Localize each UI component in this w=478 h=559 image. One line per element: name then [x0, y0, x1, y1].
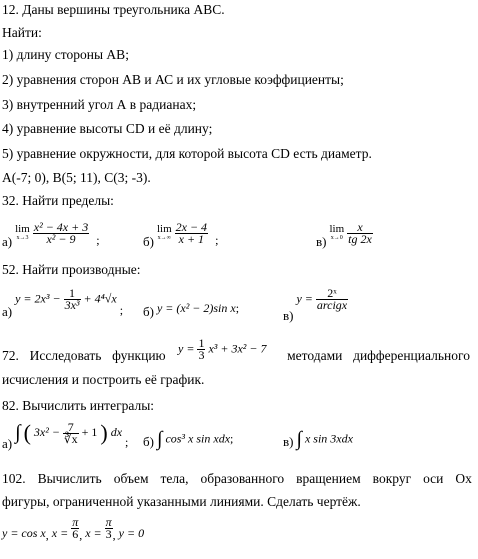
- deriv-c-lhs: y =: [296, 291, 313, 306]
- item-3: 3) внутренний угол А в радианах;: [2, 97, 197, 112]
- integral-a: [2, 419, 129, 451]
- frac-num: π: [72, 515, 79, 529]
- integral-sign: ∫: [156, 428, 163, 450]
- frac-num: x: [347, 222, 373, 234]
- task-102-line-2: фигуры, ограниченной указанными линиями. Сделать чертёж.: [2, 494, 361, 509]
- x2-fraction: [105, 517, 113, 540]
- word: функцию: [112, 348, 166, 363]
- limit-a-fraction: [33, 222, 89, 245]
- task-52-title: 52. Найти производные:: [2, 262, 141, 277]
- line-y0: y = 0: [118, 526, 145, 541]
- integral-a-tail: + 1: [81, 424, 98, 439]
- limit-c-label: в): [316, 234, 327, 250]
- func-lhs: y =: [178, 341, 195, 356]
- limit-c-lim: [329, 222, 345, 243]
- deriv-a-label: а): [2, 304, 13, 320]
- frac-den: x² − 9: [46, 232, 76, 246]
- frac-den: 3: [198, 348, 205, 362]
- deriv-b-label: б): [143, 304, 154, 319]
- function-formula: [178, 338, 266, 361]
- lim-word: lim: [156, 222, 172, 235]
- semicolon: ;: [119, 303, 124, 318]
- integral-b-expr: cos³ x sin xdx: [165, 431, 231, 446]
- task-102-num: 102.: [2, 471, 26, 486]
- lim-sub: x→3: [16, 234, 29, 241]
- line-x2: x =: [85, 526, 102, 541]
- task-72-num: 72.: [2, 348, 19, 363]
- deriv-b: [143, 300, 240, 319]
- limit-a-lim: [15, 222, 30, 243]
- item-5: 5) уравнение окружности, для которой высота CD есть диаметр.: [2, 146, 372, 161]
- deriv-a-fraction: [64, 288, 81, 311]
- task-102-line: [2, 471, 472, 487]
- limits-row-b: [143, 220, 219, 250]
- word: Вычислить: [37, 471, 102, 486]
- frac-num: 1: [64, 288, 81, 300]
- deriv-c-fraction: [316, 288, 348, 311]
- limit-b-fraction: [175, 222, 208, 245]
- task-72-line-2: исчисления и построить её график.: [2, 372, 205, 387]
- frac-den: 3x³: [64, 298, 80, 312]
- word: образованного: [200, 471, 285, 486]
- limit-c-fraction: [347, 222, 373, 245]
- lim-sub: x→∞: [157, 234, 171, 241]
- frac-num: 2ˣ: [316, 288, 348, 300]
- word: дифференциального: [353, 348, 470, 363]
- limits-row-c: [316, 220, 373, 250]
- lim-word: lim: [329, 222, 345, 235]
- bounding-lines: [2, 515, 145, 543]
- task-32-title: 32. Найти пределы:: [2, 193, 114, 208]
- task-12-title: 12. Даны вершины треугольника АВС.: [2, 2, 225, 17]
- semicolon: ;: [230, 431, 234, 446]
- task-82-title: 82. Вычислить интегралы:: [2, 398, 155, 413]
- limits-row-a: [2, 220, 100, 250]
- semicolon: ;: [96, 233, 100, 248]
- frac-num: 1: [198, 336, 205, 350]
- comma: ,: [45, 528, 49, 543]
- line-x1: x =: [51, 526, 69, 541]
- frac-den: ∛x: [63, 431, 78, 446]
- lim-sub: x→0: [330, 234, 343, 241]
- integral-b-label: б): [143, 434, 154, 450]
- word: вокруг: [372, 471, 412, 486]
- item-4: 4) уравнение высоты CD и её длину;: [2, 121, 213, 136]
- lim-word: lim: [15, 222, 30, 235]
- word: Ох: [455, 471, 472, 486]
- semicolon: ;: [235, 301, 240, 315]
- limit-b-label: б): [143, 234, 154, 250]
- func-rest: x³ + 3x² − 7: [208, 341, 267, 356]
- word: тела,: [160, 471, 189, 486]
- deriv-c-label: в): [283, 308, 294, 324]
- paren-close: ): [100, 420, 108, 445]
- paren-open: (: [23, 420, 31, 445]
- deriv-a-lhs: y = 2x³ −: [15, 291, 61, 306]
- semicolon: ;: [125, 434, 129, 449]
- frac-den: x + 1: [178, 232, 205, 246]
- frac-num: 7: [63, 422, 79, 434]
- integral-a-head: 3x² −: [33, 424, 60, 439]
- frac-den: arcigx: [316, 298, 348, 312]
- frac-num: x² − 4x + 3: [33, 220, 89, 234]
- deriv-c: [283, 286, 348, 324]
- limit-a-label: а): [2, 234, 13, 250]
- frac-den: tg 2x: [348, 232, 372, 246]
- word: оси: [423, 471, 444, 486]
- integral-a-fraction: [63, 419, 79, 446]
- item-1: 1) длину стороны АВ;: [2, 47, 129, 62]
- x1-fraction: [71, 517, 79, 540]
- word: объем: [113, 471, 149, 486]
- integral-c: [283, 428, 353, 451]
- integral-c-label: в): [283, 434, 294, 450]
- curve-eq: y = cos x: [2, 526, 46, 541]
- integral-b: [143, 428, 233, 451]
- vertices: А(-7; 0), В(5; 11), С(3; -3).: [2, 170, 151, 185]
- deriv-a-rest: + 4⁴√x: [83, 291, 117, 306]
- semicolon: ;: [215, 233, 219, 248]
- deriv-a: [2, 286, 124, 320]
- integral-c-expr: x sin 3xdx: [304, 431, 353, 446]
- limit-b-lim: [156, 222, 172, 243]
- frac-den: 6: [72, 527, 79, 541]
- integral-sign: ∫: [296, 428, 302, 450]
- integral-a-label: а): [2, 435, 13, 451]
- word: Исследовать: [29, 348, 102, 363]
- word: методами: [287, 348, 343, 363]
- integral-a-dx: dx: [110, 424, 123, 439]
- integral-sign: ∫: [15, 421, 21, 444]
- item-2: 2) уравнения сторон АВ и АС и их угловые коэффициенты;: [2, 72, 344, 87]
- find-label: Найти:: [2, 25, 42, 40]
- comma: ,: [112, 528, 116, 543]
- func-fraction: [197, 338, 205, 361]
- word: вращением: [296, 471, 361, 486]
- comma: ,: [79, 528, 83, 543]
- frac-num: 2x − 4: [175, 220, 208, 234]
- frac-num: π: [105, 515, 112, 529]
- frac-den: 3: [105, 527, 112, 541]
- deriv-b-expr: y = (x² − 2)sin x: [156, 301, 236, 315]
